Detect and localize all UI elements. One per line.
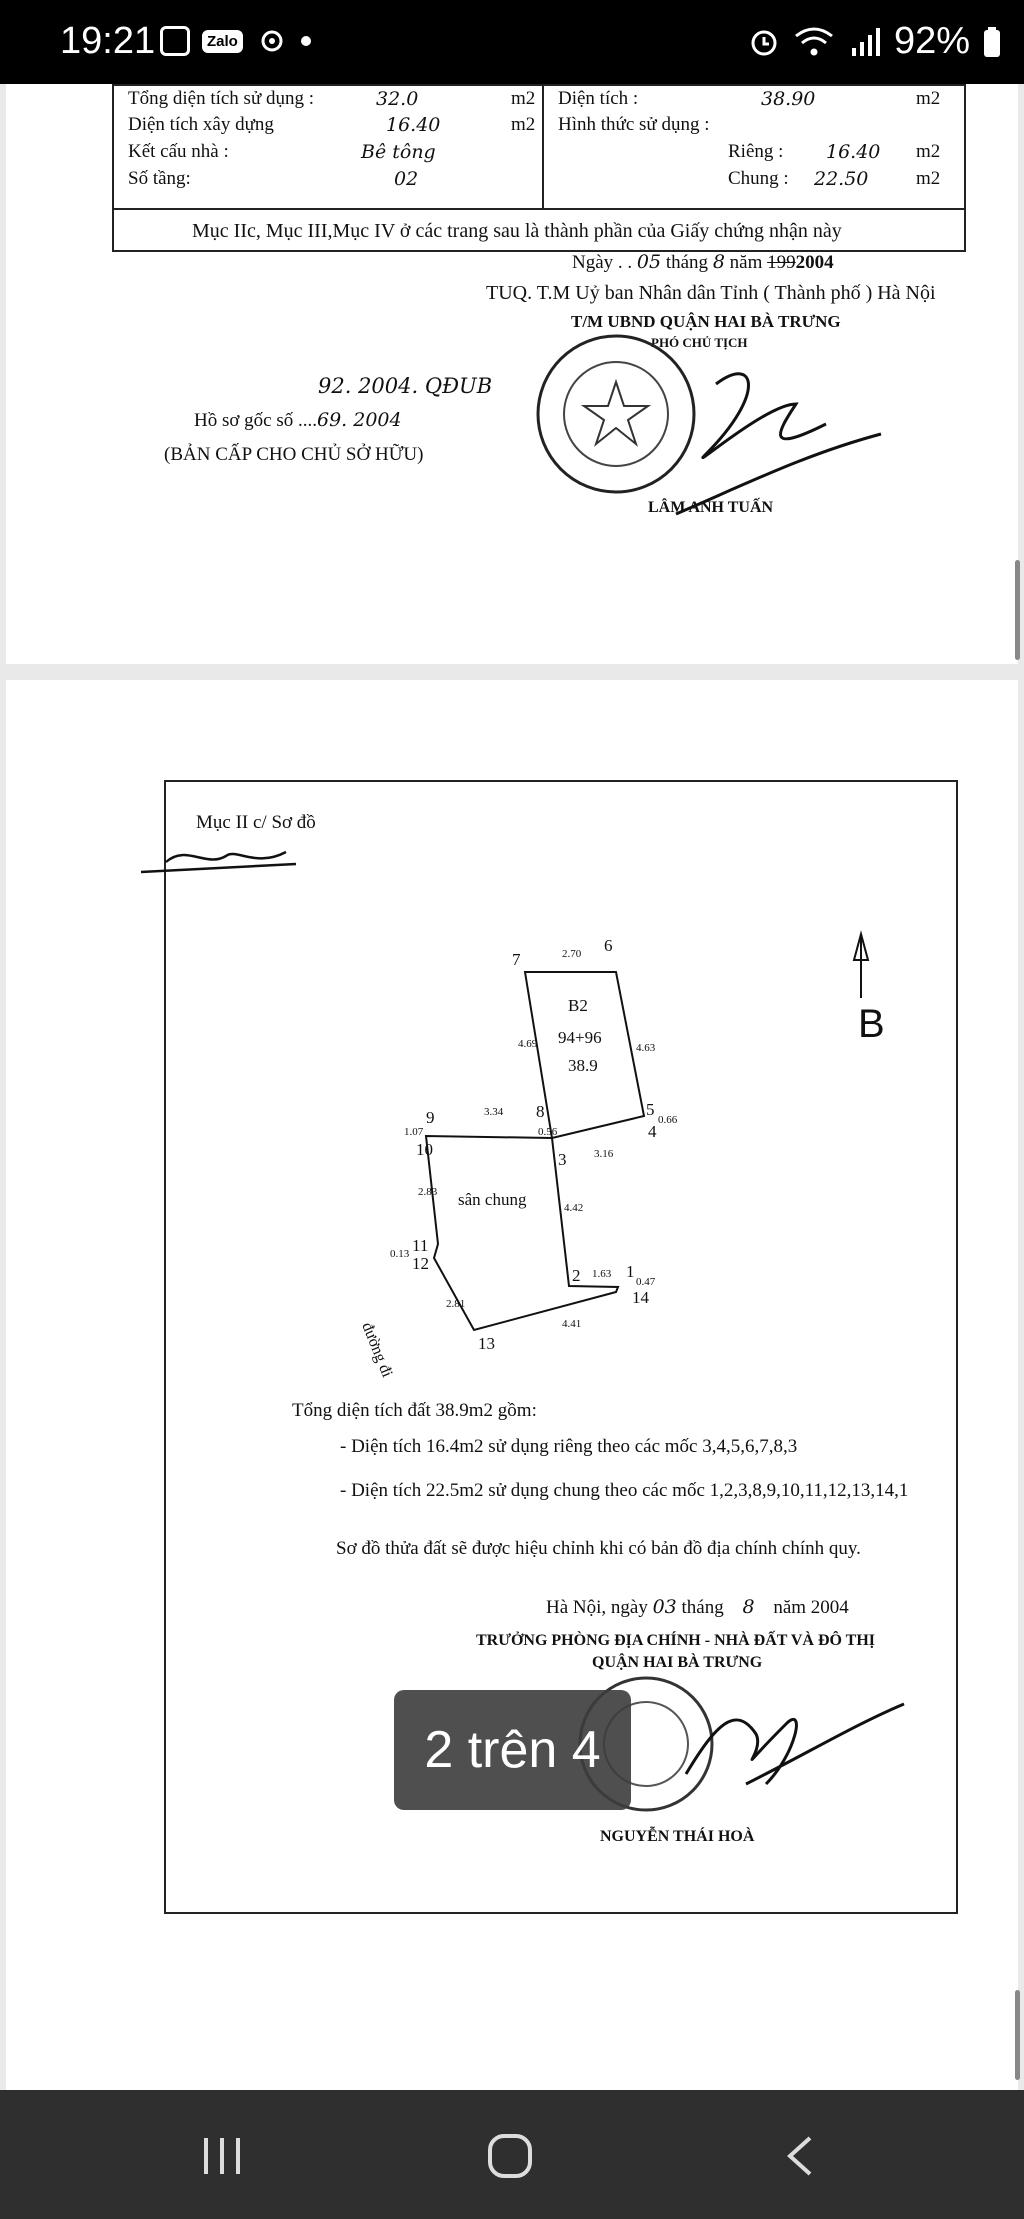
document-page-2 <box>6 680 1018 2090</box>
authority-line-1: TUQ. T.M Uỷ ban Nhân dân Tỉnh ( Thành phố ) Hà Nội <box>486 282 936 304</box>
total-usage-value: 32.0 <box>376 88 419 110</box>
adjust-note: Sơ đồ thửa đất sẽ được hiệu chỉnh khi có bản đồ địa chính chính quy. <box>336 1538 861 1559</box>
common-yard-label: sân chung <box>458 1190 527 1209</box>
structure-value: Bê tông <box>361 141 436 163</box>
building-area-value: 16.40 <box>386 114 441 136</box>
point-13: 13 <box>478 1334 495 1353</box>
point-10: 10 <box>416 1140 433 1159</box>
home-icon[interactable] <box>486 2132 534 2180</box>
building-area-unit: m2 <box>511 114 536 135</box>
point-12: 12 <box>412 1254 429 1273</box>
dim-2-70: 2.70 <box>562 948 582 960</box>
document-page-1 <box>6 84 1018 664</box>
decision-number: 92. 2004. QĐUB <box>318 374 493 398</box>
scrollbar-thumb-1[interactable] <box>1015 560 1020 660</box>
alarm-icon <box>748 26 780 58</box>
dim-0-47: 0.47 <box>636 1276 656 1288</box>
more-notifications-dot <box>301 36 311 46</box>
authority-line-2: T/M UBND QUẬN HAI BÀ TRƯNG <box>571 312 841 331</box>
dim-3-34: 3.34 <box>484 1106 504 1118</box>
block-area: 38.9 <box>568 1056 598 1075</box>
point-6: 6 <box>604 936 613 955</box>
floors-label: Số tầng: <box>128 168 191 189</box>
dim-0-56: 0.56 <box>538 1126 558 1138</box>
gallery-icon <box>160 26 190 56</box>
usage-form-label: Hình thức sử dụng : <box>558 114 710 135</box>
north-arrow-label: B <box>858 1002 885 1046</box>
section-title: Mục II c/ Sơ đồ <box>196 812 316 833</box>
page-indicator: 2 trên 4 <box>394 1690 631 1810</box>
settings-icon <box>255 24 289 58</box>
diagram-signer-name: NGUYỄN THÁI HOÀ <box>600 1828 755 1845</box>
total-area: Tổng diện tích đất 38.9m2 gồm: <box>292 1400 537 1421</box>
common-unit: m2 <box>916 168 941 189</box>
common-area-item: - Diện tích 22.5m2 sử dụng chung theo các mốc 1,2,3,8,9,10,11,12,13,14,1 <box>340 1480 909 1501</box>
area-value: 38.90 <box>761 88 816 110</box>
dim-2-83: 2.83 <box>418 1186 438 1198</box>
block-fraction: 94+96 <box>558 1028 602 1047</box>
signer-name: LÂM ANH TUẤN <box>648 499 774 516</box>
office-line-2: QUẬN HAI BÀ TRƯNG <box>592 1654 763 1671</box>
battery-percent: 92% <box>893 20 970 62</box>
signal-icon <box>848 26 880 58</box>
authority-line-3: PHÓ CHỦ TỊCH <box>651 335 748 350</box>
clock: 19:21 <box>60 20 156 62</box>
private-area-item: - Diện tích 16.4m2 sử dụng riêng theo các mốc 3,4,5,6,7,8,3 <box>340 1436 798 1457</box>
structure-label: Kết cấu nhà : <box>128 141 229 162</box>
area-unit: m2 <box>916 88 941 109</box>
copy-note: (BẢN CẤP CHO CHỦ SỞ HỮU) <box>164 444 424 465</box>
issue-date: Ngày . . 05 tháng 8 năm 1992004 <box>572 251 834 273</box>
notification-icons <box>160 24 311 58</box>
area-label: Diện tích : <box>558 88 639 109</box>
private-label: Riêng : <box>728 141 784 162</box>
dim-0-13: 0.13 <box>390 1248 410 1260</box>
private-value: 16.40 <box>826 141 881 163</box>
floors-value: 02 <box>394 168 419 190</box>
recent-apps-icon[interactable] <box>200 2134 244 2178</box>
parcel-diagram <box>6 680 1018 2090</box>
total-usage-label: Tổng diện tích sử dụng : <box>128 88 315 109</box>
status-bar <box>0 0 1024 84</box>
dim-1-63: 1.63 <box>592 1268 612 1280</box>
point-8: 8 <box>536 1102 545 1121</box>
file-number: Hồ sơ gốc số ....69. 2004 <box>194 409 402 431</box>
scrollbar-thumb-2[interactable] <box>1015 1990 1020 2080</box>
dim-1-07: 1.07 <box>404 1126 424 1138</box>
common-label: Chung : <box>728 168 789 189</box>
building-area-label: Diện tích xây dựng <box>128 114 274 135</box>
dim-4-63: 4.63 <box>636 1042 656 1054</box>
wifi-icon <box>794 26 834 58</box>
total-usage-unit: m2 <box>511 88 536 109</box>
point-3: 3 <box>558 1150 567 1169</box>
navigation-bar <box>0 2090 1024 2219</box>
back-icon[interactable] <box>782 2134 818 2178</box>
point-5: 5 <box>646 1100 655 1119</box>
point-2: 2 <box>572 1266 581 1285</box>
dim-0-66: 0.66 <box>658 1114 678 1126</box>
point-1: 1 <box>626 1262 635 1281</box>
dim-2-81: 2.81 <box>446 1298 466 1310</box>
appendix-note: Mục IIc, Mục III,Mục IV ở các trang sau là thành phần của Giấy chứng nhận này <box>192 220 842 242</box>
dim-4-41: 4.41 <box>562 1318 582 1330</box>
zalo-icon: Zalo <box>202 30 243 53</box>
dim-3-16: 3.16 <box>594 1148 614 1160</box>
office-line-1: TRƯỞNG PHÒNG ĐỊA CHÍNH - NHÀ ĐẤT VÀ ĐÔ THỊ <box>476 1632 875 1649</box>
diagram-date: Hà Nội, ngày 03 tháng 8 năm 2004 <box>546 1596 849 1618</box>
point-4: 4 <box>648 1122 657 1141</box>
block-label: B2 <box>568 996 588 1015</box>
point-11: 11 <box>412 1236 429 1255</box>
private-unit: m2 <box>916 141 941 162</box>
dim-4-69: 4.69 <box>518 1038 538 1050</box>
point-7: 7 <box>512 950 521 969</box>
point-14: 14 <box>632 1288 649 1307</box>
point-9: 9 <box>426 1108 435 1127</box>
common-value: 22.50 <box>814 168 869 190</box>
road-label: đường đi <box>358 1320 396 1380</box>
dim-4-42: 4.42 <box>564 1202 584 1214</box>
battery-icon <box>984 27 1000 57</box>
